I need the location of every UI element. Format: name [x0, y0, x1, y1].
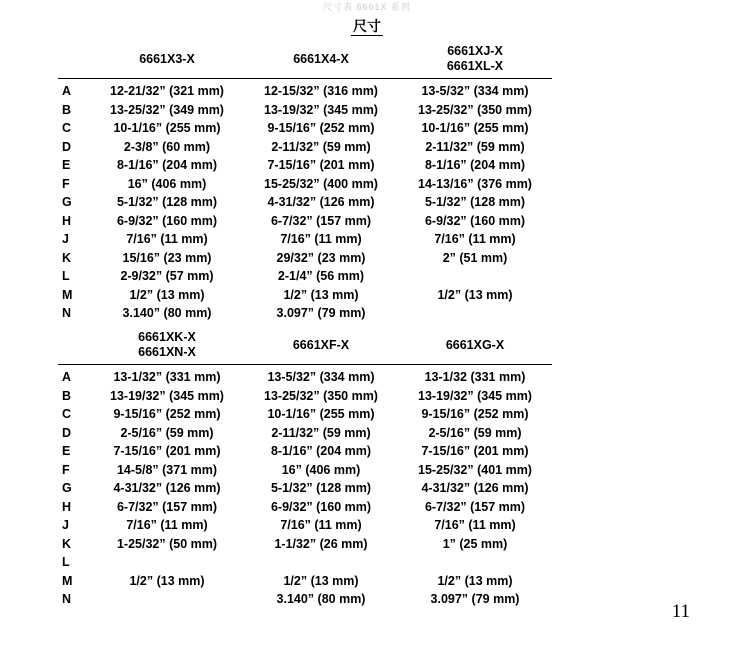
row-value: 13-1/32” (331 mm)	[113, 370, 221, 384]
column-header-3-line-2: 6661XL-X	[446, 59, 504, 73]
page-title-text: 尺寸	[353, 18, 381, 34]
table-row	[58, 286, 552, 305]
row-value: 6-7/32” (157 mm)	[270, 213, 372, 228]
table-row	[58, 368, 552, 387]
row-label: E	[62, 444, 71, 458]
row-value: 7-15/16” (201 mm)	[113, 444, 221, 458]
row-value: 6-7/32” (157 mm)	[424, 499, 526, 514]
table-row	[58, 193, 552, 212]
row-value: 6-9/32” (160 mm)	[424, 213, 526, 228]
row-label: D	[62, 139, 72, 154]
row-value: 9-15/16” (252 mm)	[113, 407, 221, 421]
row-label: F	[62, 176, 70, 191]
row-value: 8-1/16” (204 mm)	[424, 158, 526, 172]
row-label: L	[62, 555, 70, 569]
table-row	[58, 138, 552, 157]
row-value	[90, 590, 244, 609]
dimension-table-1-body	[58, 44, 552, 323]
row-value: 15-25/32” (401 mm)	[418, 462, 532, 477]
table-row	[58, 516, 552, 535]
row-value: 14-5/8” (371 mm)	[116, 462, 218, 477]
table-header-row	[58, 44, 552, 74]
row-label: K	[62, 536, 72, 551]
row-label: N	[62, 592, 72, 606]
row-value: 8-1/16” (204 mm)	[116, 158, 218, 172]
row-value: 1/2” (13 mm)	[283, 573, 359, 588]
row-value: 12-15/32” (316 mm)	[264, 84, 378, 98]
row-value: 7/16” (11 mm)	[434, 518, 516, 532]
row-value: 13-1/32 (331 mm)	[424, 370, 526, 384]
table-row	[58, 387, 552, 406]
row-value: 4-31/32” (126 mm)	[421, 481, 529, 495]
row-value: 2” (51 mm)	[442, 250, 508, 265]
row-value: 16” (406 mm)	[127, 176, 207, 191]
row-value: 7/16” (11 mm)	[126, 232, 208, 246]
table-row	[58, 212, 552, 231]
table-row	[58, 498, 552, 517]
row-label: A	[62, 370, 72, 384]
row-label: E	[62, 158, 71, 172]
row-value: 2-11/32” (59 mm)	[271, 139, 371, 154]
row-value	[398, 267, 552, 286]
column-header-2-line-1: 6661X4-X	[293, 51, 349, 66]
column-header-1-line-1: 6661X3-X	[139, 51, 195, 66]
row-value: 5-1/32” (128 mm)	[270, 481, 372, 495]
row-value: 7/16” (11 mm)	[280, 232, 362, 246]
row-value: 2-5/16” (59 mm)	[120, 425, 214, 440]
table-row	[58, 119, 552, 138]
row-value: 13-25/32” (349 mm)	[110, 102, 224, 117]
row-value: 2-3/8” (60 mm)	[123, 139, 211, 154]
row-value: 13-5/32” (334 mm)	[267, 370, 375, 384]
row-value: 4-31/32” (126 mm)	[267, 195, 375, 209]
table-header-row	[58, 330, 552, 360]
row-value: 2-11/32” (59 mm)	[425, 139, 525, 154]
column-header-1	[90, 330, 244, 360]
page-number: 11	[671, 601, 690, 622]
column-header-1-line-2: 6661XN-X	[138, 345, 196, 359]
row-label: H	[62, 499, 72, 514]
table-row	[58, 82, 552, 101]
row-value: 6-7/32” (157 mm)	[116, 499, 218, 514]
row-label: B	[62, 102, 72, 117]
row-value: 1-25/32” (50 mm)	[116, 536, 218, 551]
table-row	[58, 442, 552, 461]
row-value: 13-25/32” (350 mm)	[418, 102, 532, 117]
row-value: 12-21/32” (321 mm)	[110, 84, 224, 98]
table-row	[58, 156, 552, 175]
row-value: 10-1/16” (255 mm)	[113, 121, 221, 135]
row-value: 2-5/16” (59 mm)	[428, 425, 522, 440]
row-label: K	[62, 250, 72, 265]
table-row	[58, 590, 552, 609]
row-value: 9-15/16” (252 mm)	[421, 407, 529, 421]
table-row	[58, 535, 552, 554]
row-value: 3.097” (79 mm)	[276, 306, 366, 320]
page-title	[0, 16, 734, 36]
row-label: C	[62, 121, 72, 135]
dimension-table-2-body	[58, 330, 552, 609]
row-value: 2-9/32” (57 mm)	[120, 269, 214, 283]
row-value: 15-25/32” (400 mm)	[264, 176, 378, 191]
row-value	[398, 553, 552, 572]
row-label: A	[62, 84, 72, 98]
header-corner-cell	[58, 330, 90, 360]
row-value: 5-1/32” (128 mm)	[116, 195, 218, 209]
row-label: H	[62, 213, 72, 228]
row-value: 9-15/16” (252 mm)	[267, 121, 375, 135]
row-value: 7-15/16” (201 mm)	[421, 444, 529, 458]
row-value: 13-19/32” (345 mm)	[110, 388, 224, 403]
column-header-2	[244, 44, 398, 74]
column-header-3	[398, 44, 552, 74]
table-row	[58, 461, 552, 480]
row-value: 15/16” (23 mm)	[122, 250, 212, 265]
row-value: 2-11/32” (59 mm)	[271, 425, 371, 440]
row-value: 5-1/32” (128 mm)	[424, 195, 526, 209]
row-value: 3.140” (80 mm)	[122, 306, 212, 320]
row-label: J	[62, 518, 69, 532]
row-label: C	[62, 407, 72, 421]
row-value: 2-1/4” (56 mm)	[277, 269, 365, 283]
row-value: 7/16” (11 mm)	[126, 518, 208, 532]
table-row	[58, 405, 552, 424]
column-header-2-line-1: 6661XF-X	[292, 337, 350, 352]
row-value: 14-13/16” (376 mm)	[418, 176, 532, 191]
table-row	[58, 101, 552, 120]
faint-page-header: 尺寸表 6661X 系列	[322, 2, 412, 12]
table-row	[58, 249, 552, 268]
row-value: 10-1/16” (255 mm)	[421, 121, 529, 135]
row-label: M	[62, 287, 73, 302]
row-label: G	[62, 481, 72, 495]
table-row	[58, 479, 552, 498]
row-value: 1/2” (13 mm)	[437, 573, 513, 588]
dimension-table-1	[58, 44, 552, 323]
row-value: 13-5/32” (334 mm)	[421, 84, 529, 98]
row-value: 3.097” (79 mm)	[430, 592, 520, 606]
table-row	[58, 553, 552, 572]
row-value: 6-9/32” (160 mm)	[270, 499, 372, 514]
row-value: 4-31/32” (126 mm)	[113, 481, 221, 495]
row-value: 1/2” (13 mm)	[129, 287, 205, 302]
row-value: 10-1/16” (255 mm)	[267, 407, 375, 421]
table-row	[58, 304, 552, 323]
row-value: 1/2” (13 mm)	[129, 573, 205, 588]
row-value: 16” (406 mm)	[281, 462, 361, 477]
row-label: L	[62, 269, 70, 283]
column-header-1-line-1: 6661XK-X	[138, 330, 196, 344]
column-header-1	[90, 44, 244, 74]
row-value: 13-19/32” (345 mm)	[264, 102, 378, 117]
column-header-3-line-1: 6661XG-X	[445, 337, 505, 352]
row-value: 7/16” (11 mm)	[434, 232, 516, 246]
row-value: 7/16” (11 mm)	[280, 518, 362, 532]
table-row	[58, 424, 552, 443]
table-row	[58, 572, 552, 591]
row-label: J	[62, 232, 69, 246]
column-header-3-line-1: 6661XJ-X	[447, 44, 503, 58]
row-label: M	[62, 573, 73, 588]
row-label: F	[62, 462, 70, 477]
row-value: 3.140” (80 mm)	[276, 592, 366, 606]
row-label: B	[62, 388, 72, 403]
row-value: 13-19/32” (345 mm)	[418, 388, 532, 403]
header-corner-cell	[58, 44, 90, 74]
row-value: 8-1/16” (204 mm)	[270, 444, 372, 458]
row-value: 7-15/16” (201 mm)	[267, 158, 375, 172]
row-value	[244, 553, 398, 572]
row-value	[398, 304, 552, 323]
table-row	[58, 267, 552, 286]
table-row	[58, 175, 552, 194]
column-header-2	[244, 330, 398, 360]
row-value: 1” (25 mm)	[442, 536, 508, 551]
table-row	[58, 230, 552, 249]
row-label: D	[62, 425, 72, 440]
row-value: 1/2” (13 mm)	[283, 287, 359, 302]
column-header-3	[398, 330, 552, 360]
dimension-table-2	[58, 330, 552, 609]
row-value: 1-1/32” (26 mm)	[274, 536, 368, 551]
row-value: 1/2” (13 mm)	[437, 287, 513, 302]
row-label: N	[62, 306, 72, 320]
row-label: G	[62, 195, 72, 209]
row-value: 6-9/32” (160 mm)	[116, 213, 218, 228]
row-value: 13-25/32” (350 mm)	[264, 388, 378, 403]
row-value	[90, 553, 244, 572]
row-value: 29/32” (23 mm)	[276, 250, 366, 265]
